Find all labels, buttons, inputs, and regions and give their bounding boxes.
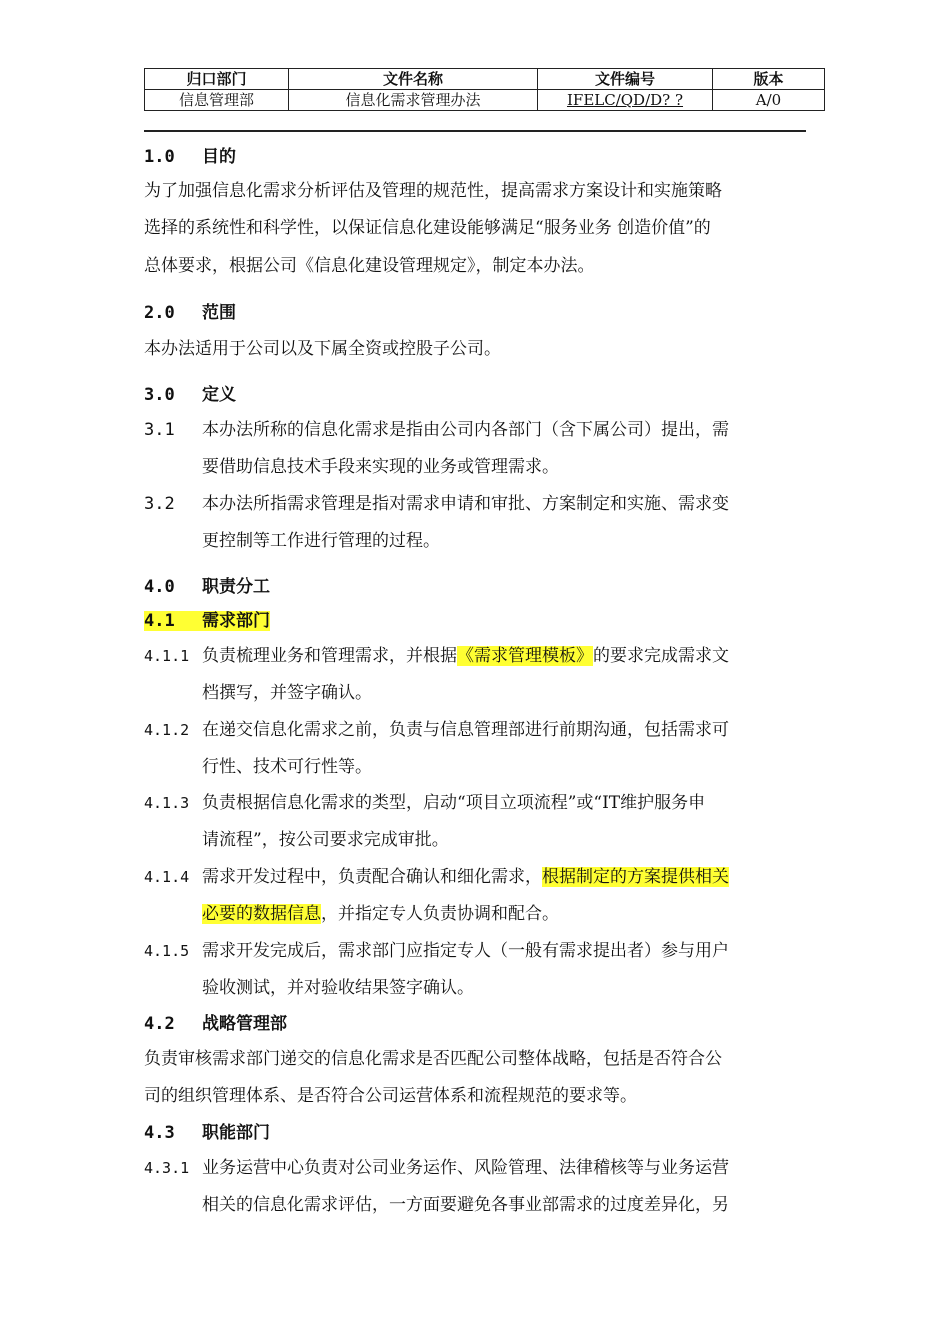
responsibility-item — [144, 1155, 729, 1181]
paragraph-line: 选择的系统性和科学性，以保证信息化建设能够满足“服务业务 创造价值”的 — [144, 218, 711, 238]
item-text: 业务运营中心负责对公司业务运作、风险管理、法律稽核等与业务运营 — [202, 1158, 729, 1178]
item-text: ，并指定专人负责协调和配合。 — [321, 904, 559, 924]
item-number: 4.1.4 — [144, 868, 190, 886]
item-number: 3.2 — [144, 494, 175, 514]
header-values-row — [145, 90, 825, 111]
highlighted-text: 根据制定的方案提供相关 — [542, 867, 729, 887]
responsibility-item — [144, 717, 729, 743]
paragraph-line: 本办法适用于公司以及下属全资或控股子公司。 — [144, 339, 501, 359]
header-dept-value: 信息管理部 — [145, 90, 289, 111]
subsection-number: 4.1 — [144, 611, 175, 631]
item-number: 4.1.1 — [144, 647, 190, 665]
highlighted-text: 必要的数据信息 — [202, 904, 321, 924]
header-version-value: A/0 — [713, 90, 825, 111]
subsection-number: 4.2 — [144, 1014, 175, 1034]
item-text: 需求开发过程中，负责配合确认和细化需求， — [202, 867, 542, 887]
item-number: 3.1 — [144, 420, 175, 440]
section-heading-scope — [144, 300, 236, 326]
subsection-heading-strategy — [144, 1011, 287, 1037]
header-no-label: 文件编号 — [538, 69, 713, 90]
header-name-label: 文件名称 — [289, 69, 538, 90]
highlighted-heading — [144, 611, 270, 631]
item-text: 本办法所指需求管理是指对需求申请和审批、方案制定和实施、需求变 — [202, 494, 729, 514]
highlighted-text: 《需求管理模板》 — [457, 646, 593, 666]
header-divider — [144, 130, 806, 132]
subsection-title: 职能部门 — [202, 1123, 270, 1143]
header-name-value: 信息化需求管理办法 — [289, 90, 538, 111]
definition-item — [144, 491, 729, 517]
responsibility-item — [144, 864, 729, 890]
responsibility-item — [144, 938, 729, 964]
item-text: 需求开发完成后，需求部门应指定专人（一般有需求提出者）参与用户 — [202, 941, 729, 961]
section-heading-responsibilities — [144, 574, 270, 600]
item-continuation: 要借助信息技术手段来实现的业务或管理需求。 — [202, 457, 559, 477]
item-continuation: 行性、技术可行性等。 — [202, 757, 372, 777]
document-header-table — [144, 68, 825, 111]
responsibility-item — [144, 790, 705, 816]
section-heading-purpose — [144, 144, 236, 170]
subsection-heading-demand-dept — [144, 608, 270, 634]
header-row — [145, 69, 825, 90]
subsection-heading-functional — [144, 1120, 270, 1146]
item-number: 4.1.3 — [144, 794, 190, 812]
section-number: 2.0 — [144, 303, 175, 323]
section-title: 目的 — [202, 147, 236, 167]
item-number: 4.1.5 — [144, 942, 190, 960]
paragraph-line: 负责审核需求部门递交的信息化需求是否匹配公司整体战略，包括是否符合公 — [144, 1049, 722, 1069]
section-title: 定义 — [202, 385, 236, 405]
item-continuation — [144, 901, 559, 927]
section-title: 范围 — [202, 303, 236, 323]
section-number: 3.0 — [144, 385, 175, 405]
paragraph-line: 总体要求，根据公司《信息化建设管理规定》，制定本办法。 — [144, 256, 595, 276]
header-no-value: IFELC/QD/D? ? — [538, 90, 713, 111]
section-number: 4.0 — [144, 577, 175, 597]
item-number: 4.1.2 — [144, 721, 190, 739]
item-continuation: 验收测试，并对验收结果签字确认。 — [202, 978, 474, 998]
section-title: 职责分工 — [202, 577, 270, 597]
item-continuation: 相关的信息化需求评估，一方面要避免各事业部需求的过度差异化，另 — [202, 1195, 729, 1215]
item-continuation: 档撰写，并签字确认。 — [202, 683, 372, 703]
subsection-title: 战略管理部 — [202, 1014, 287, 1034]
item-text: 负责梳理业务和管理需求，并根据 — [202, 646, 457, 666]
subsection-title: 需求部门 — [202, 611, 270, 631]
paragraph-line: 为了加强信息化需求分析评估及管理的规范性，提高需求方案设计和实施策略 — [144, 181, 722, 201]
header-version-label: 版本 — [713, 69, 825, 90]
item-number: 4.3.1 — [144, 1159, 190, 1177]
paragraph-line: 司的组织管理体系、是否符合公司运营体系和流程规范的要求等。 — [144, 1086, 637, 1106]
item-text: 本办法所称的信息化需求是指由公司内各部门（含下属公司）提出，需 — [202, 420, 729, 440]
item-text: 负责根据信息化需求的类型，启动“项目立项流程”或“IT维护服务申 — [202, 793, 706, 813]
item-text: 在递交信息化需求之前，负责与信息管理部进行前期沟通，包括需求可 — [202, 720, 729, 740]
subsection-number: 4.3 — [144, 1123, 175, 1143]
responsibility-item — [144, 643, 729, 669]
section-heading-definition — [144, 382, 236, 408]
definition-item — [144, 417, 729, 443]
item-continuation: 更控制等工作进行管理的过程。 — [202, 531, 440, 551]
section-number: 1.0 — [144, 147, 175, 167]
header-dept-label: 归口部门 — [145, 69, 289, 90]
item-text: 的要求完成需求文 — [593, 646, 729, 666]
item-continuation: 请流程”，按公司要求完成审批。 — [202, 830, 449, 850]
